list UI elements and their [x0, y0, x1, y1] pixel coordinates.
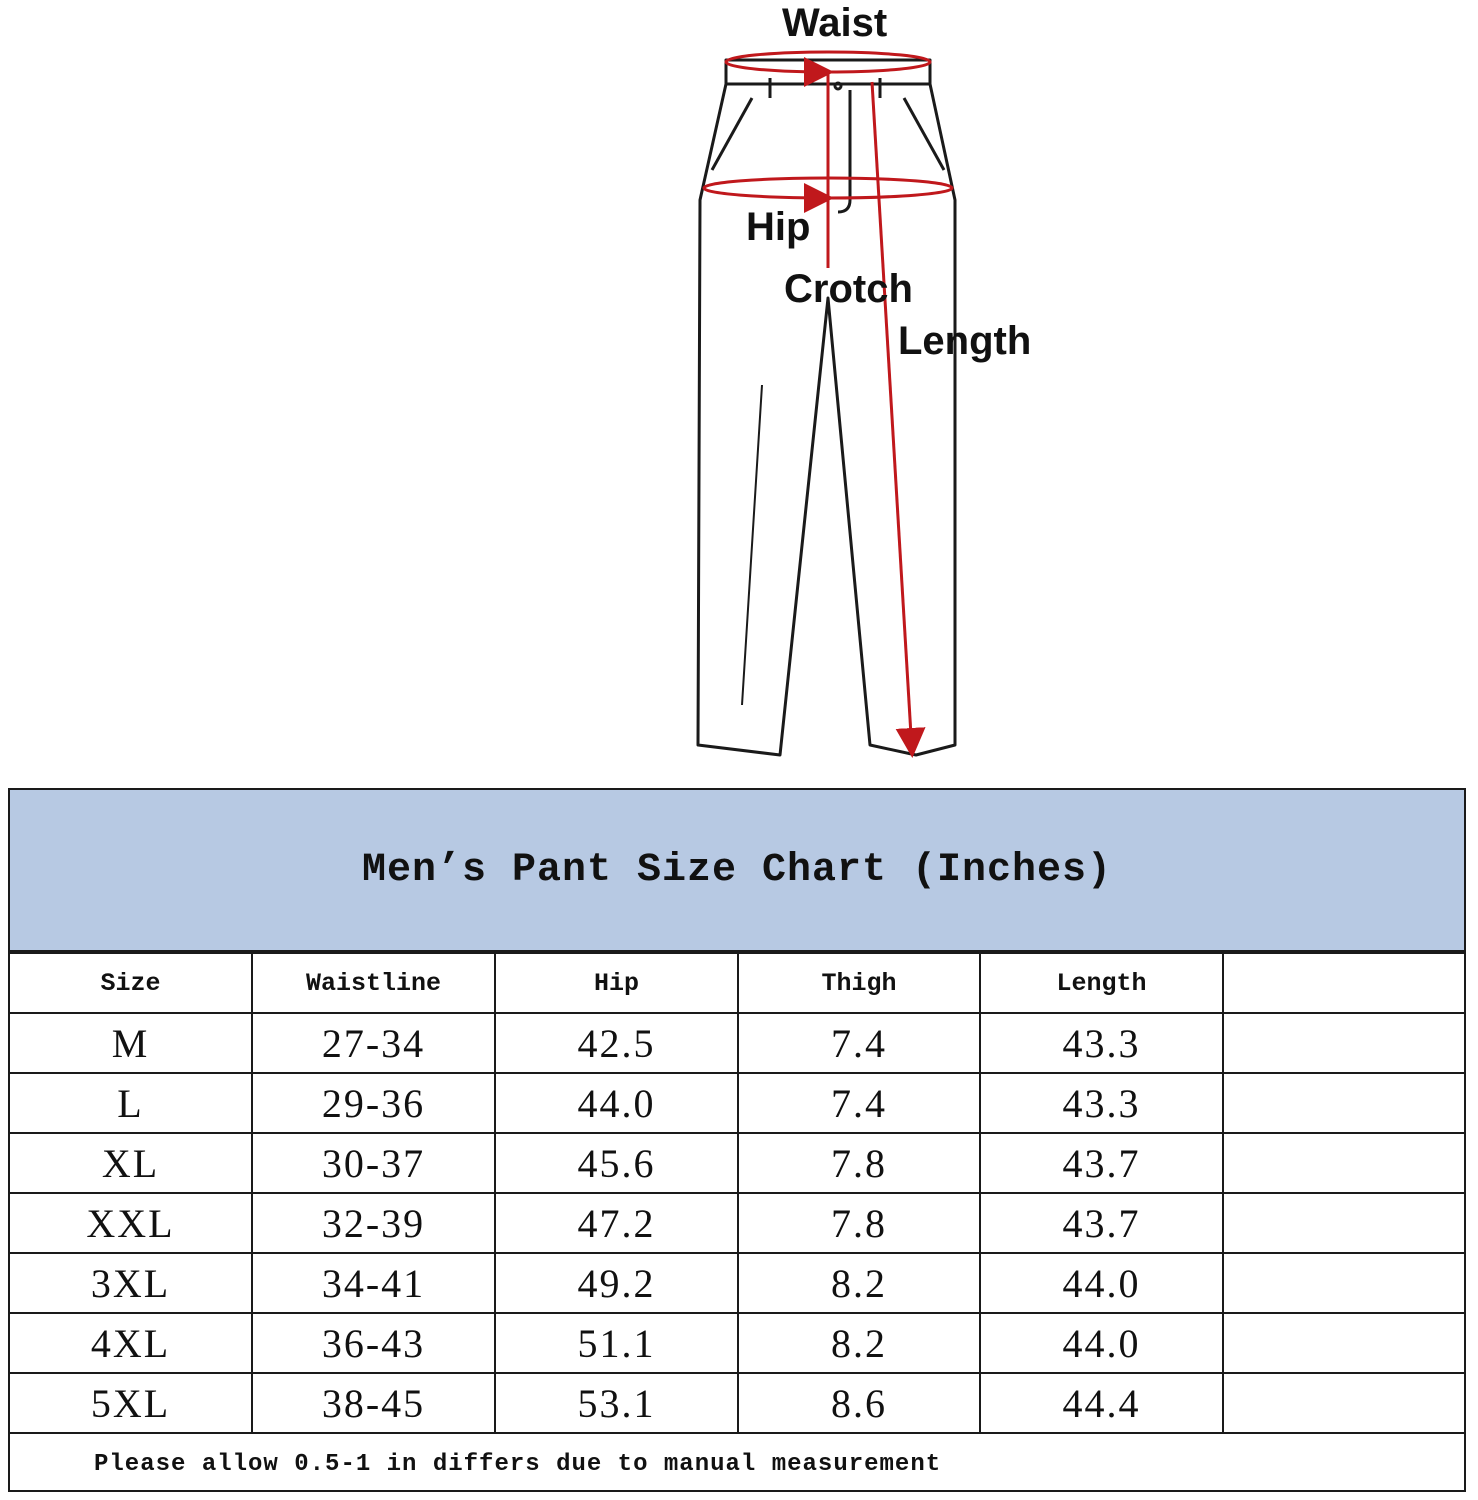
- cell-hip: 45.6: [495, 1133, 738, 1193]
- column-header-thigh: Thigh: [738, 953, 980, 1013]
- cell-thigh: 7.4: [738, 1013, 980, 1073]
- column-header-hip: Hip: [495, 953, 738, 1013]
- cell-waistline: 32-39: [252, 1193, 495, 1253]
- cell-hip: 44.0: [495, 1073, 738, 1133]
- cell-thigh: 8.6: [738, 1373, 980, 1433]
- cell-empty: [1223, 1373, 1464, 1433]
- cell-empty: [1223, 1013, 1464, 1073]
- cell-length: 43.3: [980, 1073, 1223, 1133]
- cell-empty: [1223, 1253, 1464, 1313]
- size-chart-grid: [10, 952, 1464, 1494]
- table-header-row: [10, 953, 1464, 1013]
- crotch-label: Crotch: [784, 267, 913, 311]
- cell-empty: [1223, 1193, 1464, 1253]
- table-row: [10, 1013, 1464, 1073]
- table-row: [10, 1253, 1464, 1313]
- cell-length: 43.7: [980, 1133, 1223, 1193]
- cell-thigh: 7.8: [738, 1193, 980, 1253]
- table-row: [10, 1133, 1464, 1193]
- cell-waistline: 29-36: [252, 1073, 495, 1133]
- length-label: Length: [898, 319, 1032, 363]
- cell-empty: [1223, 1073, 1464, 1133]
- cell-waistline: 34-41: [252, 1253, 495, 1313]
- column-header-size: Size: [10, 953, 252, 1013]
- column-header-empty: [1223, 953, 1464, 1013]
- measure-lines: [704, 52, 952, 752]
- cell-hip: 49.2: [495, 1253, 738, 1313]
- cell-thigh: 7.8: [738, 1133, 980, 1193]
- cell-length: 43.7: [980, 1193, 1223, 1253]
- size-chart-title-band: [10, 790, 1464, 952]
- table-row: [10, 1193, 1464, 1253]
- cell-empty: [1223, 1133, 1464, 1193]
- cell-size: 5XL: [10, 1373, 252, 1433]
- cell-empty: [1223, 1313, 1464, 1373]
- cell-thigh: 8.2: [738, 1313, 980, 1373]
- column-header-length: Length: [980, 953, 1223, 1013]
- table-row: [10, 1073, 1464, 1133]
- cell-hip: 47.2: [495, 1193, 738, 1253]
- cell-size: XL: [10, 1133, 252, 1193]
- length-measure-line: [872, 82, 912, 752]
- cell-size: 3XL: [10, 1253, 252, 1313]
- cell-size: L: [10, 1073, 252, 1133]
- table-row: [10, 1313, 1464, 1373]
- cell-size: XXL: [10, 1193, 252, 1253]
- column-header-waistline: Waistline: [252, 953, 495, 1013]
- note-row: [10, 1433, 1464, 1494]
- cell-size: M: [10, 1013, 252, 1073]
- cell-length: 43.3: [980, 1013, 1223, 1073]
- cell-hip: 51.1: [495, 1313, 738, 1373]
- cell-waistline: 27-34: [252, 1013, 495, 1073]
- hip-label: Hip: [746, 205, 811, 249]
- cell-waistline: 38-45: [252, 1373, 495, 1433]
- cell-waistline: 36-43: [252, 1313, 495, 1373]
- waist-label: Waist: [782, 1, 888, 45]
- cell-length: 44.0: [980, 1313, 1223, 1373]
- measurement-note: Please allow 0.5-1 in differs due to manual measurement: [10, 1433, 1464, 1494]
- table-row: [10, 1373, 1464, 1433]
- cell-size: 4XL: [10, 1313, 252, 1373]
- cell-length: 44.0: [980, 1253, 1223, 1313]
- size-chart: [8, 788, 1466, 1492]
- cell-length: 44.4: [980, 1373, 1223, 1433]
- cell-thigh: 7.4: [738, 1073, 980, 1133]
- cell-hip: 42.5: [495, 1013, 738, 1073]
- cell-waistline: 30-37: [252, 1133, 495, 1193]
- cell-hip: 53.1: [495, 1373, 738, 1433]
- size-chart-title: Men’s Pant Size Chart (Inches): [361, 847, 1113, 893]
- cell-thigh: 8.2: [738, 1253, 980, 1313]
